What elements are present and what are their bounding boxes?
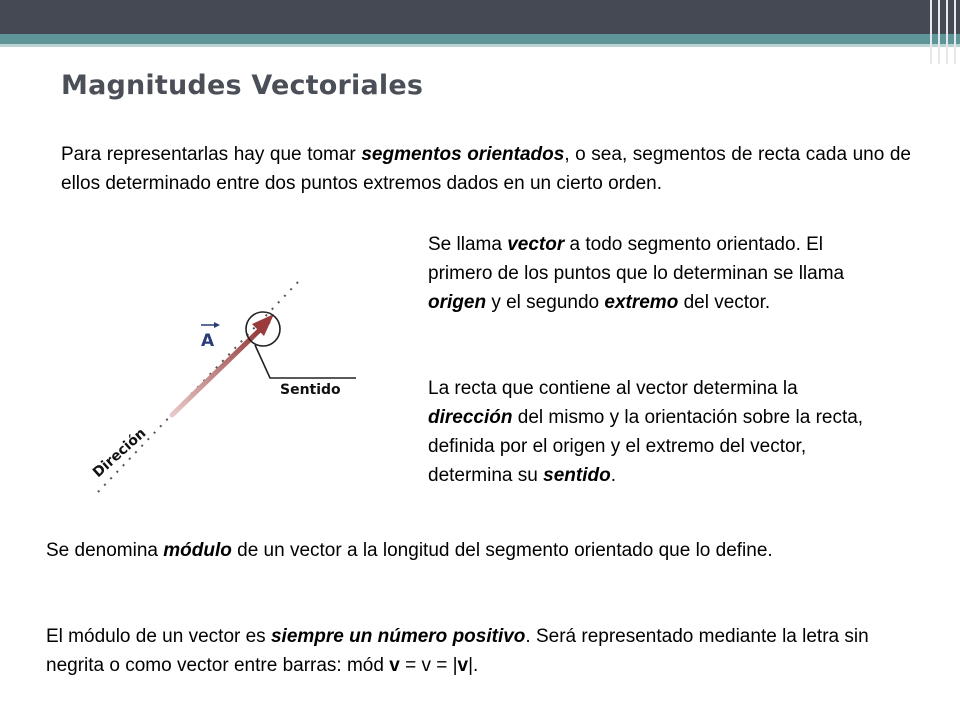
term-segmentos-orientados: segmentos orientados [361, 144, 565, 165]
direction-definition: La recta que contiene al vector determina la dirección del mismo y la orientación sobre la recta, definida por el origen y el extremo del vector, determina su sentido. [428, 378, 864, 486]
modulo-positive-note: El módulo de un vector es siempre un número positivo. Será representado mediante la letra sin negrita o como vector entre barras: mód v = v = |v|. [46, 626, 869, 676]
vector-symbol: v [389, 655, 400, 676]
term-siempre-positivo: siempre un número positivo [270, 626, 526, 647]
sentido-leader [255, 345, 356, 378]
decor-lines [926, 0, 960, 64]
accent-band [0, 34, 960, 44]
intro-paragraph: Para representarlas hay que tomar segmentos orientados, o sea, segmentos de recta cada uno de ellos determinado entre dos puntos extremos dados en un cierto orden. [61, 144, 911, 194]
term-vector: vector [507, 234, 565, 255]
term-direccion: dirección [428, 407, 513, 428]
header-bar [0, 0, 960, 34]
vector-label: A [201, 331, 215, 351]
term-extremo: extremo [604, 292, 679, 313]
modulo-definition: Se denomina módulo de un vector a la longitud del segmento orientado que lo define. [46, 540, 773, 561]
decor-rule [568, 48, 888, 51]
sentido-label: Sentido [280, 382, 341, 398]
term-origen: origen [428, 292, 487, 313]
accent-band-light [0, 44, 960, 47]
slide-title: Magnitudes Vectoriales [61, 70, 424, 101]
direccion-label: Direción [89, 425, 150, 481]
decor-rule [568, 58, 774, 61]
vector-symbol: v [457, 655, 469, 676]
term-modulo: módulo [163, 540, 232, 561]
vector-diagram [80, 250, 400, 500]
term-sentido: sentido [543, 465, 611, 486]
vector-definition: Se llama vector a todo segmento orientado. El primero de los puntos que lo determinan se llama origen y el segundo extremo del vector. [428, 234, 845, 313]
vector-shaft [172, 322, 268, 415]
